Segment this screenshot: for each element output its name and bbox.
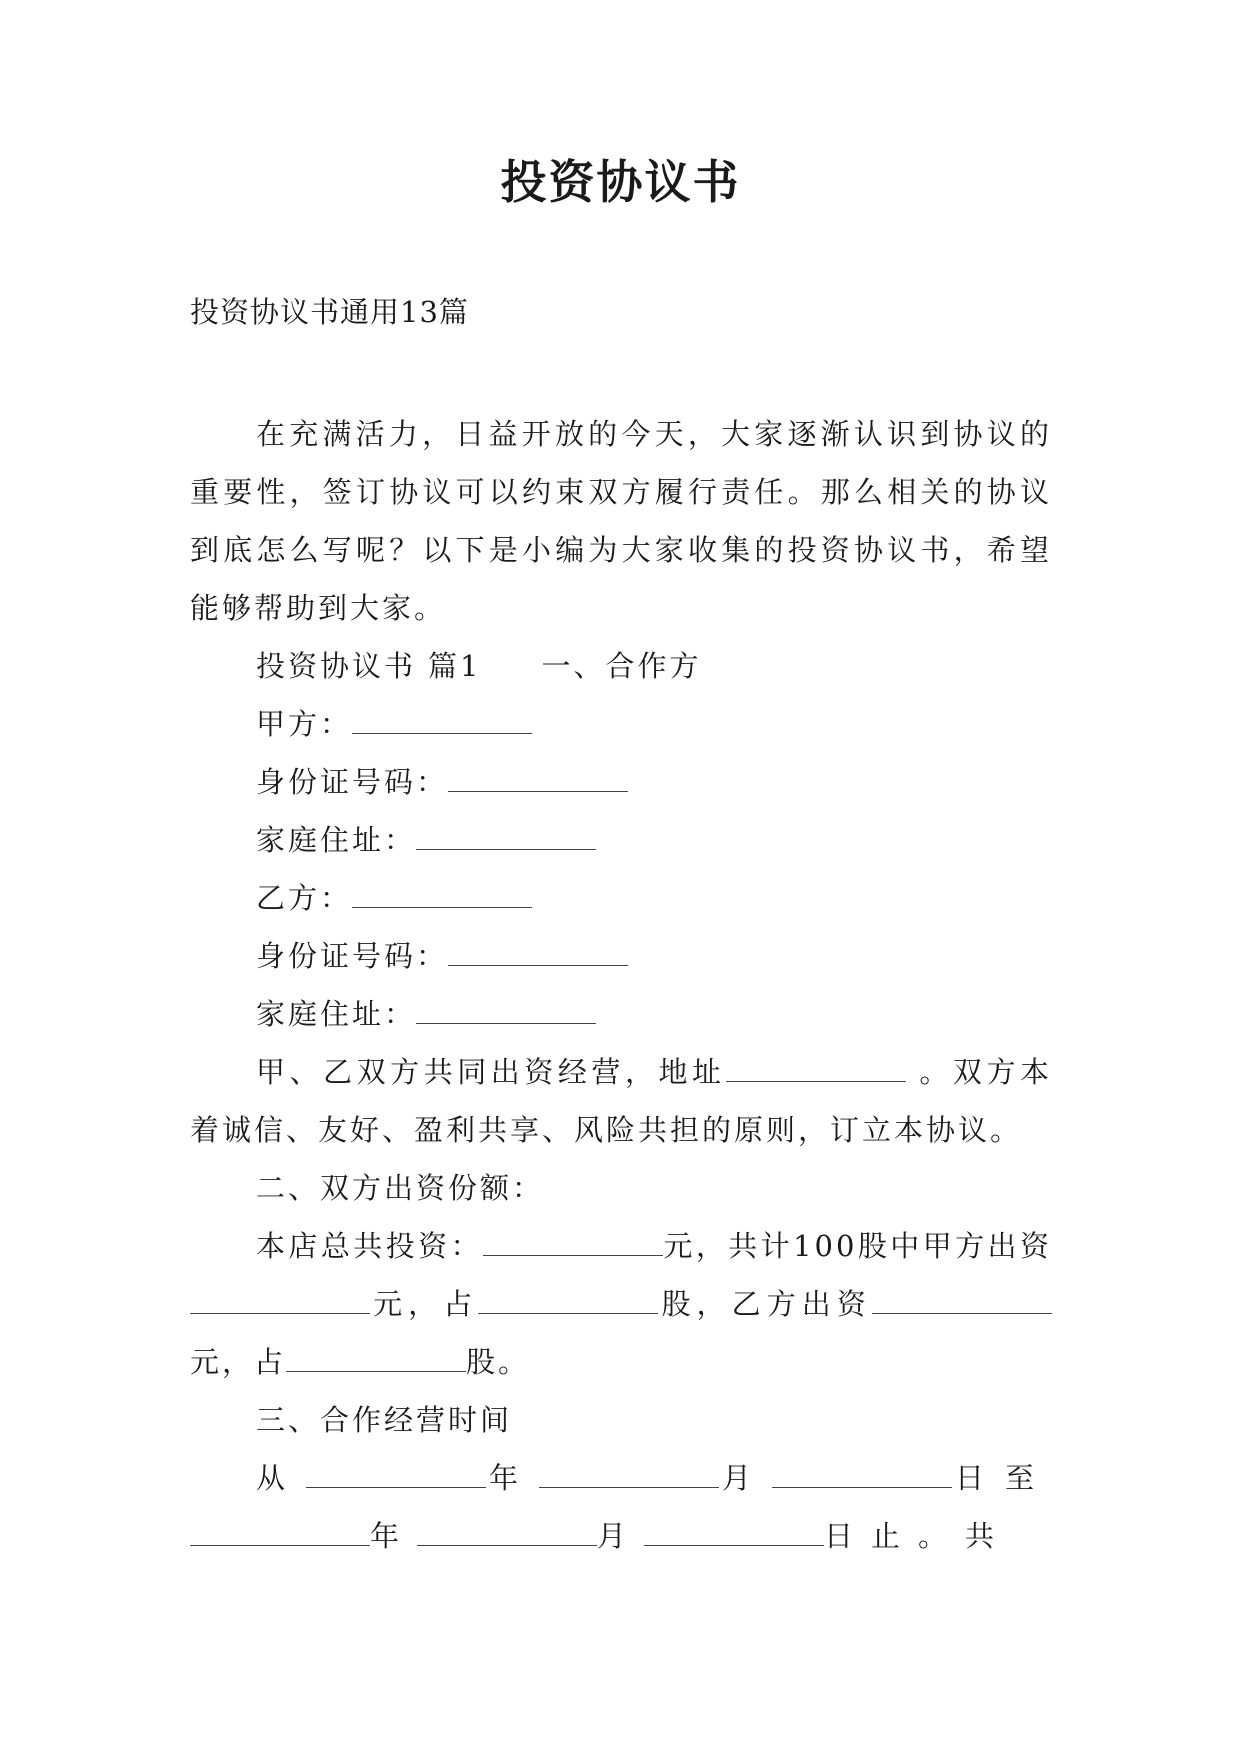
party-a-id-blank[interactable] — [448, 767, 628, 792]
investment-text-6: 股。 — [466, 1345, 531, 1379]
joint-operation-suffix: 。双方本着诚信、友好、盈利共享、风险共担的原则，订立本协议。 — [190, 1055, 1052, 1147]
section-part: 篇1 — [428, 649, 482, 683]
investment-text-1: 本店总共投资： — [256, 1229, 483, 1263]
end-year-blank[interactable] — [190, 1521, 370, 1546]
document-body — [190, 405, 1052, 1565]
operation-period-paragraph — [190, 1449, 1052, 1565]
total-investment-blank[interactable] — [483, 1231, 663, 1256]
investment-text-2: 元，共计100股中甲方出资 — [662, 1229, 1052, 1263]
party-b-id-label: 身份证号码： — [256, 939, 449, 973]
party-a-id-line — [190, 753, 1052, 811]
investment-text-5: 元，占 — [190, 1345, 287, 1379]
joint-operation-paragraph — [190, 1043, 1052, 1159]
section-doc-name: 投资协议书 — [256, 649, 417, 683]
party-b-investment-blank[interactable] — [872, 1289, 1052, 1314]
business-address-blank[interactable] — [726, 1057, 906, 1082]
section2-heading: 二、双方出资份额： — [256, 1171, 545, 1205]
party-b-name-label: 乙方： — [256, 881, 353, 915]
section3-heading: 三、合作经营时间 — [256, 1403, 513, 1437]
intro-paragraph: 在充满活力，日益开放的今天，大家逐渐认识到协议的重要性，签订协议可以约束双方履行责任。那么相关的协议到底怎么写呢？以下是小编为大家收集的投资协议书，希望能够帮助到大家。 — [190, 417, 1052, 625]
section-header-line — [190, 637, 1052, 695]
party-a-name-blank[interactable] — [352, 709, 532, 734]
end-year-label: 年 — [370, 1519, 418, 1553]
period-from-label: 从 — [256, 1461, 306, 1495]
party-a-address-blank[interactable] — [416, 825, 596, 850]
party-a-id-label: 身份证号码： — [256, 765, 449, 799]
party-a-name-label: 甲方： — [256, 707, 353, 741]
investment-text-3: 元，占 — [370, 1287, 479, 1321]
start-month-label: 月 — [718, 1461, 772, 1495]
party-b-name-line — [190, 869, 1052, 927]
investment-paragraph — [190, 1217, 1052, 1391]
start-year-label: 年 — [486, 1461, 539, 1495]
start-day-to-label: 日至 — [951, 1461, 1052, 1495]
party-a-address-label: 家庭住址： — [256, 823, 417, 857]
party-a-shares-blank[interactable] — [478, 1289, 658, 1314]
end-month-label: 月 — [597, 1519, 645, 1553]
investment-text-4: 股，乙方出资 — [658, 1287, 872, 1321]
start-month-blank[interactable] — [539, 1463, 719, 1488]
document-subtitle: 投资协议书通用13篇 — [190, 295, 469, 329]
end-day-blank[interactable] — [644, 1521, 824, 1546]
party-a-address-line — [190, 811, 1052, 869]
start-year-blank[interactable] — [306, 1463, 486, 1488]
document-title: 投资协议书 — [500, 155, 741, 209]
section1-heading: 一、合作方 — [541, 649, 702, 683]
joint-operation-prefix: 甲、乙双方共同出资经营，地址 — [256, 1055, 726, 1089]
party-a-name-line — [190, 695, 1052, 753]
party-b-id-line — [190, 927, 1052, 985]
party-b-address-blank[interactable] — [416, 999, 596, 1024]
party-b-address-label: 家庭住址： — [256, 997, 417, 1031]
start-day-blank[interactable] — [772, 1463, 952, 1488]
party-b-name-blank[interactable] — [352, 883, 532, 908]
end-day-label: 日止。共 — [824, 1519, 1013, 1553]
party-b-address-line — [190, 985, 1052, 1043]
party-b-id-blank[interactable] — [448, 941, 628, 966]
party-a-investment-blank[interactable] — [190, 1289, 370, 1314]
end-month-blank[interactable] — [417, 1521, 597, 1546]
party-b-shares-blank[interactable] — [286, 1347, 466, 1372]
